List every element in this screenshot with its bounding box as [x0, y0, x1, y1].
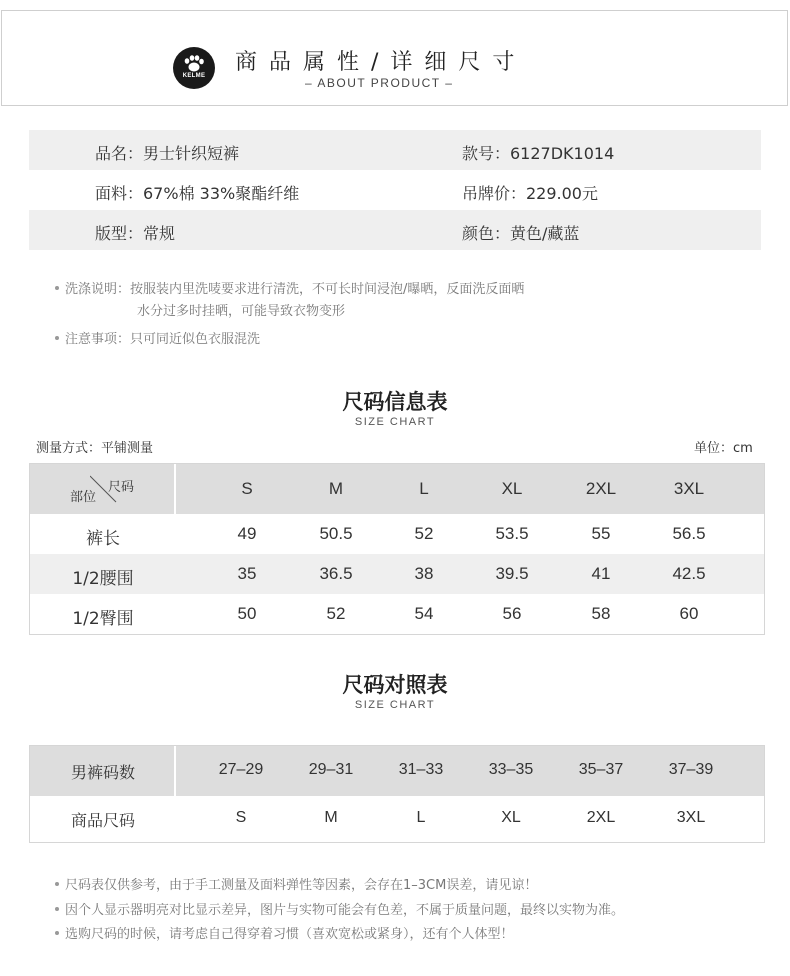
table-cell: 50.5 — [319, 524, 353, 543]
table-cell: 49 — [237, 524, 257, 543]
product-color: 颜色：黄色/藏蓝 — [462, 224, 580, 243]
table-cell: 60 — [679, 604, 699, 623]
table-cell: 35 — [237, 564, 257, 583]
product-code: 款号：6127DK1014 — [462, 144, 615, 163]
product-fabric: 面料：67%棉 33%聚酯纤维 — [95, 184, 300, 203]
corner-size-label: 尺码 — [108, 480, 135, 495]
product-fit: 版型：常规 — [95, 224, 176, 243]
table-cell: 54 — [414, 604, 434, 623]
size-compare-subtitle: SIZE CHART — [354, 699, 436, 711]
table-cell: 35–37 — [578, 761, 624, 778]
size-compare-table — [29, 745, 765, 843]
table-cell: 52 — [414, 524, 434, 543]
size-info-subtitle: SIZE CHART — [354, 416, 436, 428]
size-header: XL — [501, 479, 523, 498]
size-header: 2XL — [585, 479, 617, 498]
table-cell: 31–33 — [398, 761, 444, 778]
logo-brand-text: KELME — [182, 73, 206, 79]
kelme-logo — [173, 47, 215, 89]
footnote: 尺码表仅供参考，由于手工测量及面料弹性等因素，会存在1–3CM误差，请见谅！ — [55, 874, 537, 893]
table-cell: 56.5 — [672, 524, 706, 543]
measure-unit: 单位：cm — [694, 441, 753, 456]
bullet-icon — [55, 907, 59, 911]
table-cell: S — [235, 809, 247, 826]
page-subtitle: – ABOUT PRODUCT – — [305, 76, 454, 90]
row-label: 裤长 — [86, 529, 120, 549]
wash-instruction-continued: 水分过多时挂晒，可能导致衣物变形 — [137, 304, 346, 319]
column-divider — [174, 746, 176, 796]
table-cell: 38 — [414, 564, 434, 583]
table-cell: XL — [501, 809, 521, 826]
attribute-row — [29, 130, 761, 170]
corner-part-label: 部位 — [70, 490, 97, 505]
size-header: M — [328, 479, 344, 498]
table-cell: 50 — [237, 604, 257, 623]
column-divider — [174, 464, 176, 514]
row-label: 1/2腰围 — [72, 569, 134, 589]
footnote: 因个人显示器明亮对比显示差异，图片与实物可能会有色差，不属于质量问题，最终以实物为准。 — [55, 899, 624, 918]
wash-instruction: 洗涤说明：按服装内里洗唛要求进行清洗，不可长时间浸泡/曝晒，反面洗反面晒 — [55, 280, 524, 300]
table-cell: 53.5 — [495, 524, 529, 543]
attribute-row — [29, 170, 761, 210]
footnote: 选购尺码的时候，请考虑自己得穿着习惯（喜欢宽松或紧身），还有个人体型！ — [55, 923, 514, 942]
bullet-icon — [55, 882, 59, 886]
table-row — [30, 796, 764, 842]
table-header-row — [30, 464, 764, 514]
table-cell: 56 — [502, 604, 522, 623]
table-cell: 36.5 — [319, 564, 353, 583]
table-row — [30, 554, 764, 594]
table-cell: 2XL — [586, 809, 616, 826]
product-price: 吊牌价：229.00元 — [462, 184, 598, 203]
caution-note: 注意事项：只可同近似色衣服混洗 — [55, 330, 260, 350]
row-label: 商品尺码 — [70, 811, 135, 830]
page-title: 商品属性/详细尺寸 — [235, 50, 527, 75]
table-cell: 33–35 — [488, 761, 534, 778]
header-banner — [1, 10, 788, 106]
table-cell: 41 — [591, 564, 611, 583]
table-cell: 29–31 — [308, 761, 354, 778]
table-row — [30, 514, 764, 554]
size-compare-title: 尺码对照表 — [342, 673, 448, 697]
size-header: S — [241, 479, 253, 498]
bullet-icon — [55, 336, 59, 340]
table-cell: 42.5 — [672, 564, 706, 583]
size-header: L — [419, 479, 429, 498]
table-cell: 3XL — [676, 809, 706, 826]
product-name: 品名：男士针织短裤 — [95, 144, 240, 163]
paw-icon — [173, 47, 215, 89]
table-cell: 27–29 — [218, 761, 264, 778]
table-cell: 37–39 — [668, 761, 714, 778]
table-cell: M — [324, 809, 338, 826]
table-cell: 58 — [591, 604, 611, 623]
bullet-icon — [55, 286, 59, 290]
table-cell: 39.5 — [495, 564, 529, 583]
table-header-row — [30, 746, 764, 796]
bullet-icon — [55, 931, 59, 935]
row-label: 男裤码数 — [70, 763, 135, 782]
table-cell: 52 — [326, 604, 346, 623]
attribute-row — [29, 210, 761, 250]
measure-method: 测量方式：平铺测量 — [36, 441, 154, 456]
row-label: 1/2臀围 — [72, 609, 134, 629]
size-info-table — [29, 463, 765, 635]
size-info-title: 尺码信息表 — [342, 390, 448, 414]
size-header: 3XL — [673, 479, 705, 498]
table-cell: 55 — [591, 524, 611, 543]
table-cell: L — [416, 809, 426, 826]
table-row — [30, 594, 764, 634]
